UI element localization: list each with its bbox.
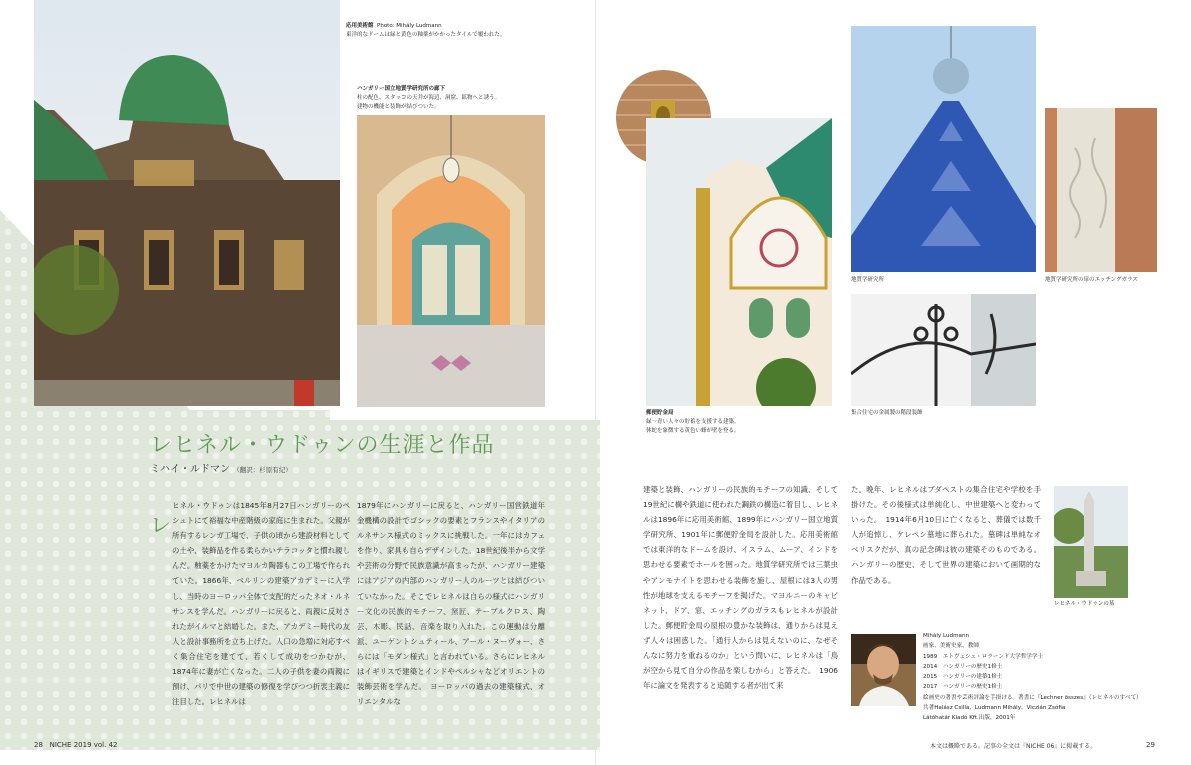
- translator-credit: （翻訳：杉原有紀）: [233, 466, 292, 474]
- grave-photo: [1054, 486, 1128, 598]
- museum-caption-text: 東洋的なドームは緑と黄色の釉薬がかかったタイルで覆われた。: [346, 32, 506, 38]
- author-line: [150, 460, 292, 475]
- footnote: 本文は概略である。記事の全文は『NICHE 06』に掲載する。: [930, 743, 1097, 750]
- body-column-4: た。晩年、レヒネルはブダペストの集合住宅や学校を手掛けた。その後様式は単純化し、中世建築へと変わっていった。 1914年6月10日に亡くなると、葬儀では数千人が追悼し、ケレペシ墓地に葬られた。墓碑は単純なオベリスクだが、真の記念碑は彼の建築そのものである。ハンガリーの歴史、そして世界の建築において画期的な作品である。: [851, 485, 1041, 585]
- bio-line: 2015 ハンガリーの建築1修士: [923, 674, 1003, 681]
- etching-glass-photo: [1045, 108, 1157, 272]
- body-column-1: ヒネル・ウドゥンは1845年8月27日ハンガリーのペシュトにて裕福な中産階級の家庭に生まれた。父親が所有するレンガ工場で、子供の頃から建設材料としての土や、装飾品を作る柔らかいテラコッタと慣れ親しんだ。釉薬をかけたマヨルカ陶器もこの工場で作られていた。1866年、ベルリンの建築アカデミーに入学し、当時のヨーロッパ全体で支配的だったネオ・ルネサンスを学んだ。ハンガリーに戻ると、両親に反対されたがイルマと結婚した。また、アカデミー時代の友人と設計事務所を立ち上げた。人口の急増に対応すべく集合住宅を建てて、若くして成功をつかむが、1874年に妻が亡くなった。二人の子供を妻の両親に預け、パリで中世の建築の修復を学びつつ折衷主義に注目した。レヒネルは: [172, 501, 350, 707]
- bio-line: Látóhatár Kiadó Kft.出版、2001年: [923, 715, 1016, 722]
- stair-railing-caption: 集合住宅の金属製の階段装飾: [851, 410, 923, 416]
- institute-hall-caption-line: 柱の配色、スタッコの天井が海辺、洞窟、鉱物へと誘う。: [357, 95, 501, 101]
- bio-line: 共著Halász Csilla、Ludmann Mihály、Viczián Zsófia: [923, 705, 1066, 712]
- left-footer: [34, 741, 117, 749]
- institute-hall-caption: [357, 85, 557, 112]
- institute-hall-photo: [357, 115, 545, 407]
- museum-caption-title: 応用美術館: [346, 23, 374, 29]
- institute-hall-caption-line: 建物の機能と装飾が結びついた。: [357, 104, 440, 110]
- institute-hall-caption-title: ハンガリー国立地質学研究所の廊下: [357, 86, 446, 92]
- museum-photo-credit: Photo: Mihály Ludmann: [377, 23, 442, 29]
- drop-cap: レ: [150, 513, 171, 537]
- author-portrait: [851, 634, 916, 706]
- post-office-caption-line: 緑～青い人々の貯蓄を支援する建築。: [646, 419, 740, 425]
- bio-line: 2017 ハンガリーの歴史1修士: [923, 684, 1003, 691]
- bio-line: 2014 ハンガリーの歴史1修士: [923, 663, 1003, 670]
- body-column-2: 1879年にハンガリーに戻ると、ハンガリー国営鉄道年金機構の設計でゴシックの要素とフランスやイタリアのルネサンス様式のミックスに挑戦した。一年にはカフェを作り、家具も自らデザインした。18世紀後半から文学や芸術の分野で民族意識が高まったが、ハンガリー建築にはアジアの内部のハンガリー人のルーツとは結びついていなかった。そこでレヒネルは自らの様式にハンガリー文化の民族的モチーフ、窯匠、テーブルクロス、陶芸、木彫、民話、音楽を取り入れた。この運動は分離派、ユーゲントシュティール、アール・ヌーヴォー、さらには「モダン様式」と言われている。さらにレヒネルはイギリスで建築とインドやペルシャなどオリエントの装飾芸術を学んだ。 ヨーロッパの過去の建築様式、オリエンタルな: [357, 501, 545, 707]
- museum-photo: [34, 0, 340, 406]
- article-title: レヒネル・ウドゥンの生涯と作品: [150, 433, 495, 458]
- left-folio: 28: [34, 741, 43, 749]
- author-name: ミハイ・ルドマン: [150, 464, 230, 475]
- grave-caption: レヒネル・ウドゥンの墓: [1054, 601, 1115, 607]
- bio-line: 1989 エトヴェシュ・ロラーンド大学哲学学士: [923, 653, 1044, 660]
- bio-line: 絵画史の著書や芸術評論を手掛ける。著書に『Lechner összes』（レヒネルのすべて）: [923, 694, 1142, 701]
- post-office-caption: [646, 409, 846, 436]
- magazine-name: NICHE 2019 vol. 42: [49, 741, 118, 749]
- museum-caption: [346, 22, 586, 40]
- etching-glass-caption: 地質学研究所の扉のエッチングガラス: [1045, 277, 1138, 283]
- post-office-caption-title: 郵便貯金局: [646, 410, 674, 416]
- post-office-photo: [646, 118, 832, 406]
- stair-railing-photo: [851, 294, 1036, 406]
- right-folio: 29: [1146, 741, 1155, 749]
- bio-line: 画家、美術史家、教師: [923, 643, 979, 650]
- bio-name: Mihály Ludmann: [923, 633, 970, 639]
- geological-institute-caption: 地質学研究所: [851, 277, 885, 283]
- geological-institute-roof-photo: [851, 26, 1036, 272]
- post-office-caption-line: 休蛇を象徴する黄色い蜂が壁を登る。: [646, 428, 740, 434]
- body-column-3: 建築と装飾、ハンガリーの民族的モチーフの知識、そして19世紀に構や鉄道に使われた鋼鉄の構造に着目し、レヒネルは1896年に応用美術館、1899年にハンガリー国立地質学研究所、1901年に郵便貯金局を設計した。応用美術館では東洋的なドームを設け、イスラム、ムーア、インドを思わせる要素でホールを囲った。地質学研究所では三葉虫やアンモナイトを思わせる装飾を施し、屋根には3人の男性が地球を支えるモチーフを掲げた。マヨルニーのキャビネット、ドア、窓、エッチングのガラスもレヒネルが設計した。郵便貯金局の屋根の豊かな装飾は、通りからは見えず人々は困惑した。「通行人からは見えないのに、なぜそんなに努力を重ねるのか」という問いに、レヒネルは「鳥が空から見て自分の作品を楽しむから」と答えた。 1906年に論文を発表すると追随する者が出て来: [643, 485, 838, 691]
- author-bio: [923, 631, 1142, 724]
